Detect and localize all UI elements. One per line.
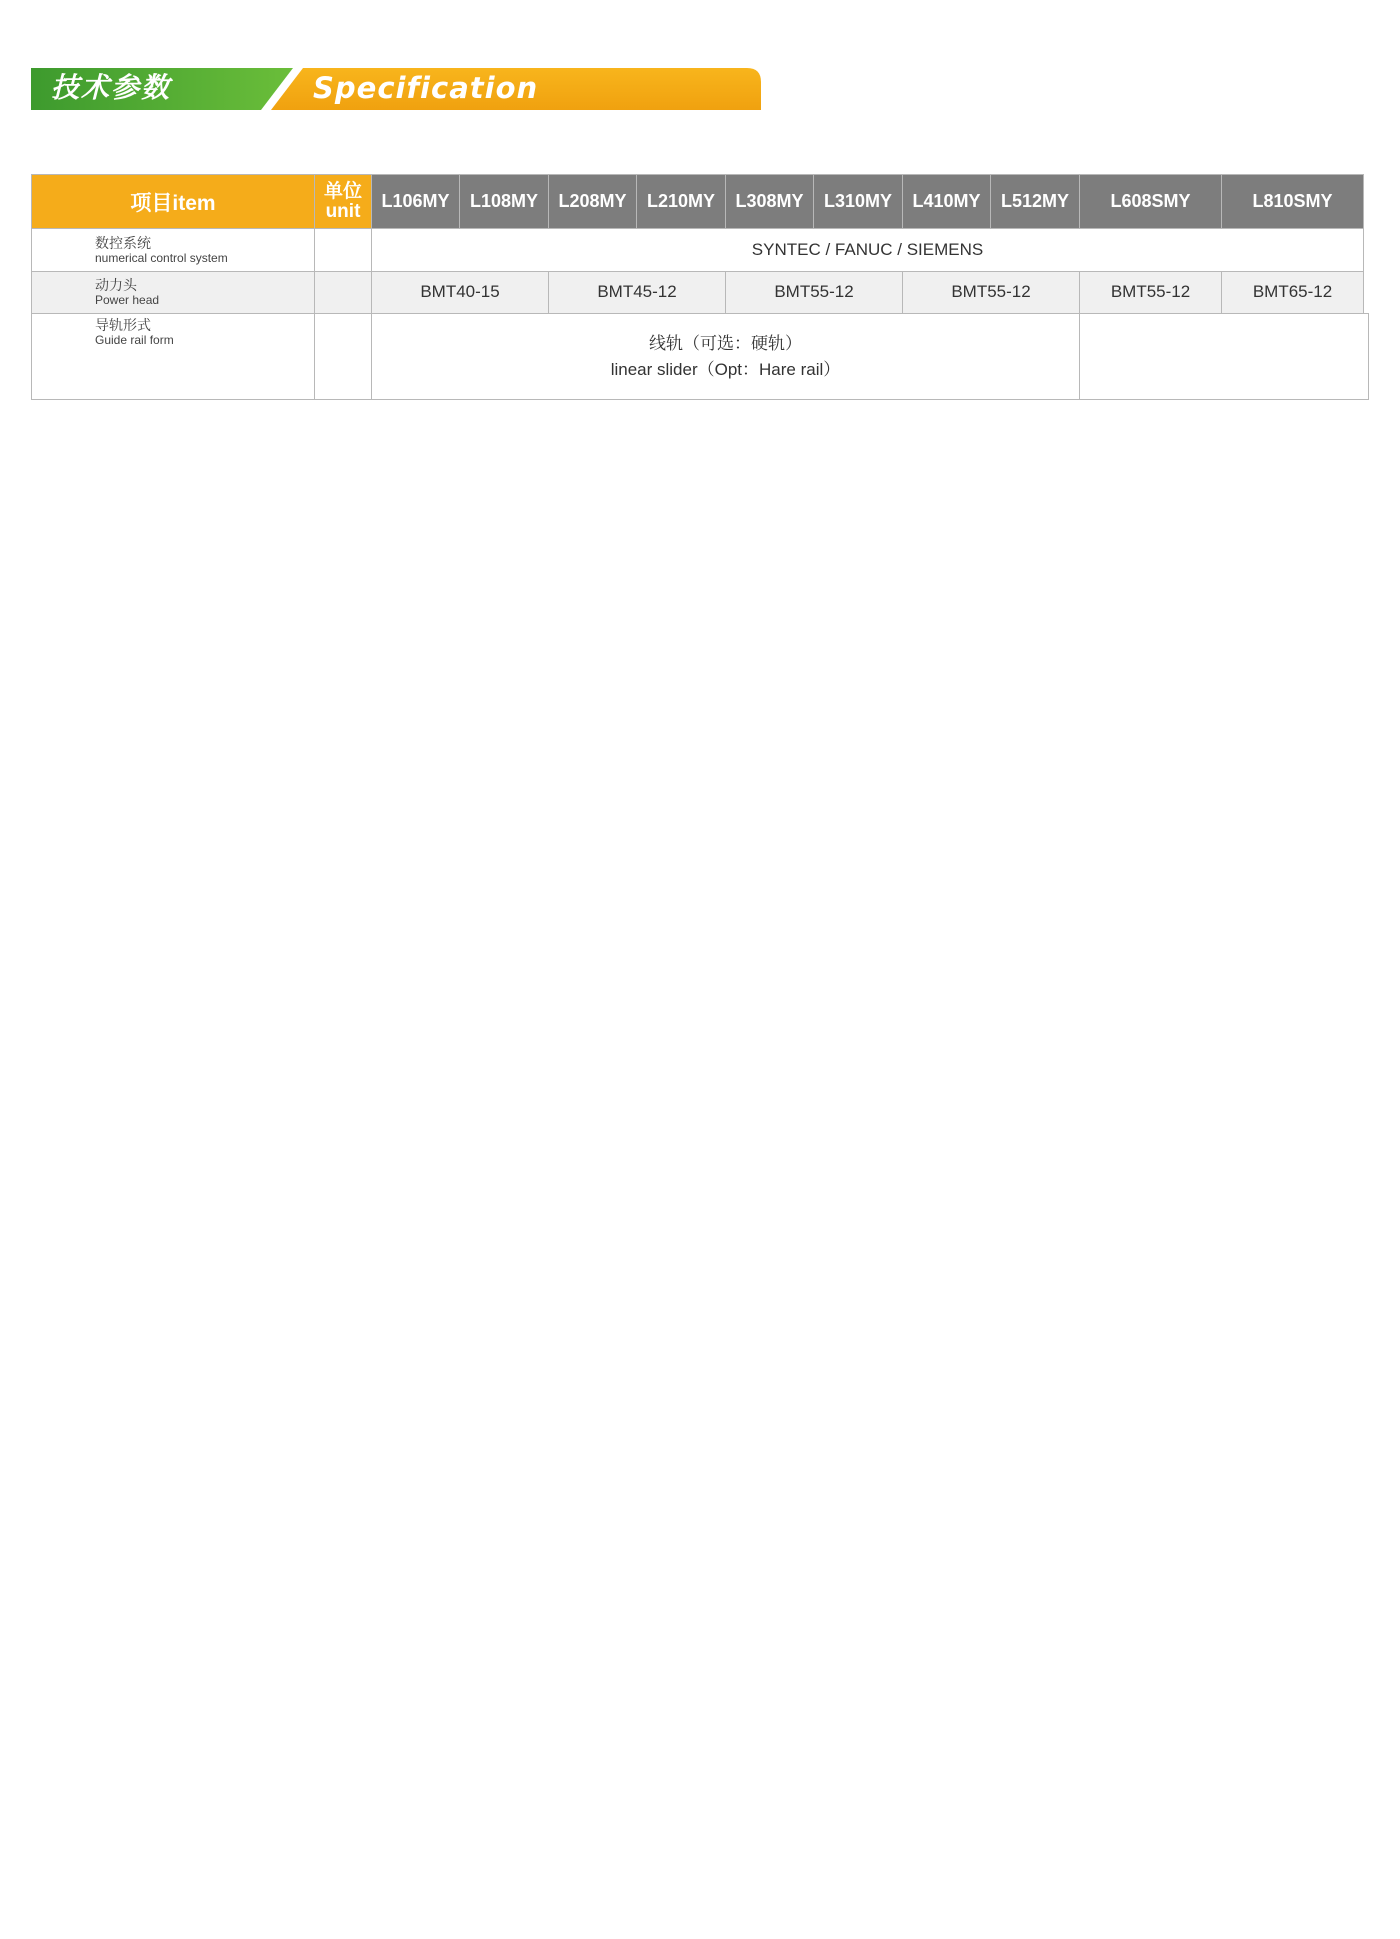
value-cell bbox=[1080, 314, 1369, 400]
item-label: 导轨形式 Guide rail form bbox=[32, 314, 315, 400]
table-row bbox=[32, 271, 1369, 314]
header-model: L308MY bbox=[726, 175, 814, 229]
header-model: L310MY bbox=[814, 175, 903, 229]
unit-cell bbox=[315, 271, 372, 314]
table-header-row bbox=[32, 175, 1369, 229]
table-row bbox=[32, 314, 1369, 400]
header-model: L108MY bbox=[460, 175, 549, 229]
value-cell: 线轨（可选：硬轨） linear slider（Opt：Hare rail） bbox=[372, 314, 1080, 400]
table-row bbox=[32, 229, 1369, 272]
header-model: L106MY bbox=[372, 175, 460, 229]
item-label: 动力头 Power head bbox=[32, 271, 315, 314]
header-model: L210MY bbox=[637, 175, 726, 229]
section-title-cn: 技术参数 bbox=[51, 71, 172, 104]
header-unit: 单位 unit bbox=[315, 175, 372, 229]
unit-cell bbox=[315, 229, 372, 272]
value-cell: BMT55-12 bbox=[903, 271, 1080, 314]
header-model: L608SMY bbox=[1080, 175, 1222, 229]
header-model: L410MY bbox=[903, 175, 991, 229]
value-cell: BMT55-12 bbox=[726, 271, 903, 314]
specification-table bbox=[31, 174, 1369, 400]
value-cell: BMT55-12 bbox=[1080, 271, 1222, 314]
value-cell: BMT45-12 bbox=[549, 271, 726, 314]
section-title-en: Specification bbox=[313, 71, 539, 105]
value-cell: BMT65-12 bbox=[1222, 271, 1364, 314]
header-model: L208MY bbox=[549, 175, 637, 229]
header-item: 项目item bbox=[32, 175, 315, 229]
unit-cell bbox=[315, 314, 372, 400]
item-label: 数控系统 numerical control system bbox=[32, 229, 315, 272]
header-model: L810SMY bbox=[1222, 175, 1364, 229]
value-cell: BMT40-15 bbox=[372, 271, 549, 314]
header-model: L512MY bbox=[991, 175, 1080, 229]
section-header-banner bbox=[31, 64, 761, 112]
value-cell: SYNTEC / FANUC / SIEMENS bbox=[372, 229, 1364, 272]
